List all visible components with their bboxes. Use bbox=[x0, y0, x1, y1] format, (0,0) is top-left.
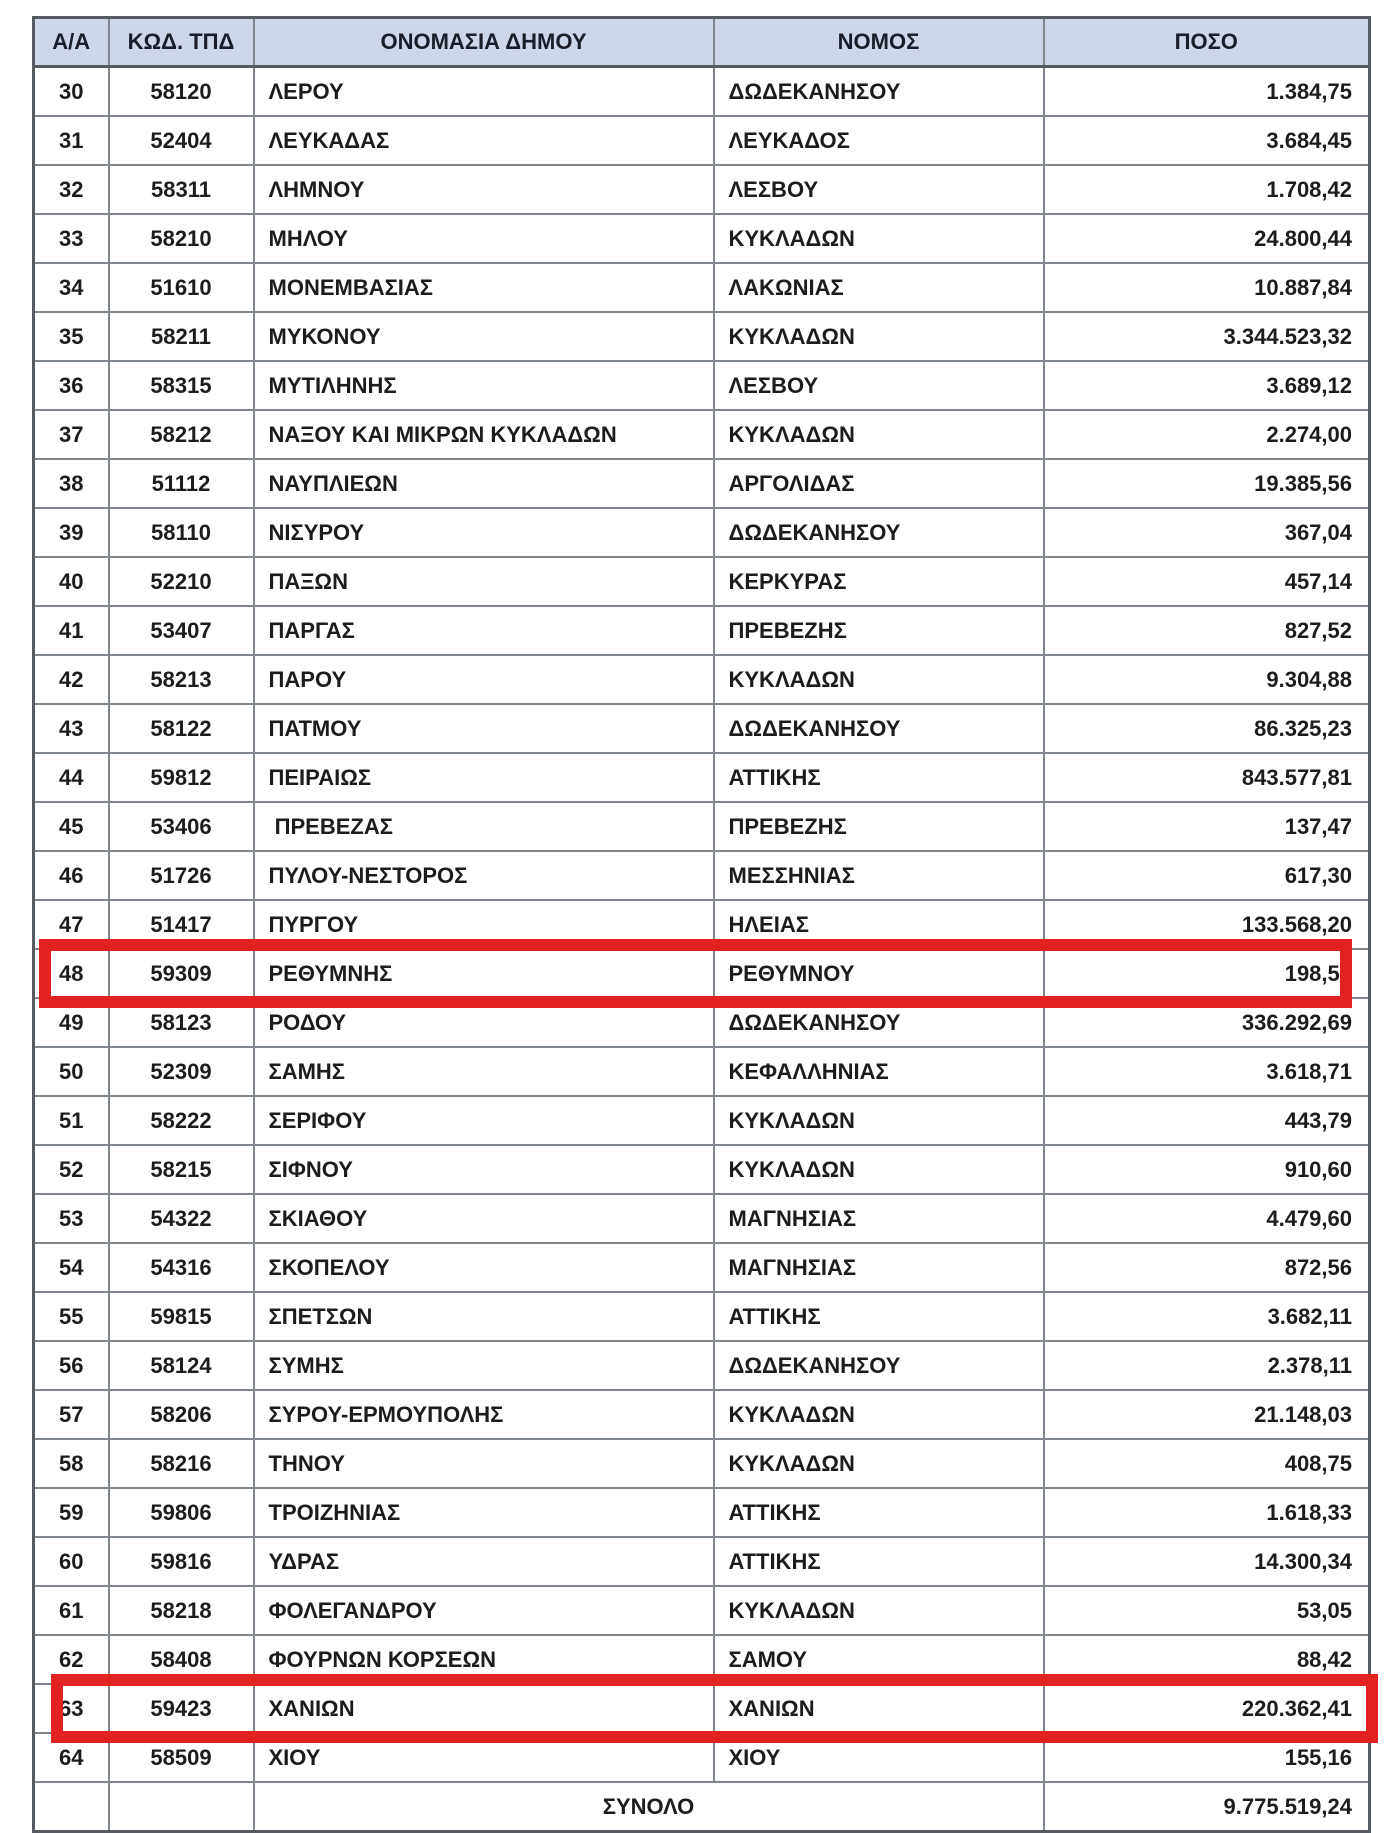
amount-cell: 827,52 bbox=[1044, 606, 1370, 655]
code-cell: 54316 bbox=[109, 1243, 254, 1292]
code-cell: 58206 bbox=[109, 1390, 254, 1439]
row-number-cell: 64 bbox=[34, 1733, 109, 1782]
row-number-cell: 31 bbox=[34, 116, 109, 165]
amount-cell: 617,30 bbox=[1044, 851, 1370, 900]
row-number-cell: 53 bbox=[34, 1194, 109, 1243]
prefecture-cell: ΚΥΚΛΑΔΩΝ bbox=[714, 410, 1044, 459]
municipality-cell: ΥΔΡΑΣ bbox=[254, 1537, 714, 1586]
code-cell: 58215 bbox=[109, 1145, 254, 1194]
table-row bbox=[34, 851, 1370, 900]
municipality-cell: ΠΡΕΒΕΖΑΣ bbox=[254, 802, 714, 851]
table-row bbox=[34, 1194, 1370, 1243]
prefecture-cell: ΚΥΚΛΑΔΩΝ bbox=[714, 1145, 1044, 1194]
prefecture-cell: ΡΕΘΥΜΝΟΥ bbox=[714, 949, 1044, 998]
row-number-cell: 30 bbox=[34, 67, 109, 117]
prefecture-cell: ΚΥΚΛΑΔΩΝ bbox=[714, 1096, 1044, 1145]
table-row bbox=[34, 1341, 1370, 1390]
row-number-cell: 35 bbox=[34, 312, 109, 361]
amount-cell: 53,05 bbox=[1044, 1586, 1370, 1635]
row-number-cell: 37 bbox=[34, 410, 109, 459]
table-row bbox=[34, 263, 1370, 312]
table-row bbox=[34, 753, 1370, 802]
amount-cell: 843.577,81 bbox=[1044, 753, 1370, 802]
row-number-cell: 39 bbox=[34, 508, 109, 557]
total-row bbox=[34, 1782, 1370, 1832]
amount-cell: 3.618,71 bbox=[1044, 1047, 1370, 1096]
prefecture-cell: ΑΤΤΙΚΗΣ bbox=[714, 753, 1044, 802]
amount-cell: 198,54 bbox=[1044, 949, 1370, 998]
code-cell: 58218 bbox=[109, 1586, 254, 1635]
table-row bbox=[34, 1733, 1370, 1782]
table-row bbox=[34, 1145, 1370, 1194]
prefecture-cell: ΚΥΚΛΑΔΩΝ bbox=[714, 214, 1044, 263]
amount-cell: 137,47 bbox=[1044, 802, 1370, 851]
total-amount: 9.775.519,24 bbox=[1044, 1782, 1370, 1832]
municipality-cell: ΜΥΤΙΛΗΝΗΣ bbox=[254, 361, 714, 410]
row-number-cell: 61 bbox=[34, 1586, 109, 1635]
municipality-cell: ΠΑΡΟΥ bbox=[254, 655, 714, 704]
code-cell: 58311 bbox=[109, 165, 254, 214]
code-cell: 58110 bbox=[109, 508, 254, 557]
municipality-cell: ΣΕΡΙΦΟΥ bbox=[254, 1096, 714, 1145]
prefecture-cell: ΔΩΔΕΚΑΝΗΣΟΥ bbox=[714, 67, 1044, 117]
amount-cell: 910,60 bbox=[1044, 1145, 1370, 1194]
prefecture-cell: ΔΩΔΕΚΑΝΗΣΟΥ bbox=[714, 998, 1044, 1047]
table-row bbox=[34, 949, 1370, 998]
table-row bbox=[34, 1096, 1370, 1145]
amount-cell: 9.304,88 bbox=[1044, 655, 1370, 704]
municipality-cell: ΠΥΡΓΟΥ bbox=[254, 900, 714, 949]
amount-cell: 1.384,75 bbox=[1044, 67, 1370, 117]
code-cell: 59309 bbox=[109, 949, 254, 998]
table-row bbox=[34, 900, 1370, 949]
municipality-cell: ΛΕΡΟΥ bbox=[254, 67, 714, 117]
municipality-cell: ΝΑΞΟΥ ΚΑΙ ΜΙΚΡΩΝ ΚΥΚΛΑΔΩΝ bbox=[254, 410, 714, 459]
table-row bbox=[34, 165, 1370, 214]
code-cell: 51726 bbox=[109, 851, 254, 900]
prefecture-cell: ΠΡΕΒΕΖΗΣ bbox=[714, 802, 1044, 851]
code-cell: 58408 bbox=[109, 1635, 254, 1684]
amount-cell: 3.682,11 bbox=[1044, 1292, 1370, 1341]
prefecture-cell: ΔΩΔΕΚΑΝΗΣΟΥ bbox=[714, 1341, 1044, 1390]
table-row bbox=[34, 1292, 1370, 1341]
prefecture-cell: ΚΥΚΛΑΔΩΝ bbox=[714, 1439, 1044, 1488]
prefecture-cell: ΜΕΣΣΗΝΙΑΣ bbox=[714, 851, 1044, 900]
municipality-cell: ΛΕΥΚΑΔΑΣ bbox=[254, 116, 714, 165]
municipality-cell: ΠΥΛΟΥ-ΝΕΣΤΟΡΟΣ bbox=[254, 851, 714, 900]
prefecture-cell: ΠΡΕΒΕΖΗΣ bbox=[714, 606, 1044, 655]
row-number-cell: 45 bbox=[34, 802, 109, 851]
code-cell: 58210 bbox=[109, 214, 254, 263]
code-cell: 59815 bbox=[109, 1292, 254, 1341]
code-cell: 58211 bbox=[109, 312, 254, 361]
row-number-cell: 41 bbox=[34, 606, 109, 655]
code-cell: 58509 bbox=[109, 1733, 254, 1782]
table-header-row bbox=[34, 18, 1370, 67]
total-empty-aa-cell bbox=[34, 1782, 109, 1832]
amount-cell: 443,79 bbox=[1044, 1096, 1370, 1145]
code-cell: 58315 bbox=[109, 361, 254, 410]
table-row bbox=[34, 1439, 1370, 1488]
prefecture-cell: ΔΩΔΕΚΑΝΗΣΟΥ bbox=[714, 704, 1044, 753]
row-number-cell: 36 bbox=[34, 361, 109, 410]
municipalities-table bbox=[32, 16, 1371, 1833]
table-row bbox=[34, 459, 1370, 508]
amount-cell: 19.385,56 bbox=[1044, 459, 1370, 508]
amount-cell: 367,04 bbox=[1044, 508, 1370, 557]
prefecture-cell: ΚΥΚΛΑΔΩΝ bbox=[714, 1390, 1044, 1439]
row-number-cell: 60 bbox=[34, 1537, 109, 1586]
prefecture-cell: ΑΤΤΙΚΗΣ bbox=[714, 1488, 1044, 1537]
municipality-cell: ΤΡΟΙΖΗΝΙΑΣ bbox=[254, 1488, 714, 1537]
amount-cell: 408,75 bbox=[1044, 1439, 1370, 1488]
municipality-cell: ΠΑΤΜΟΥ bbox=[254, 704, 714, 753]
municipality-cell: ΡΕΘΥΜΝΗΣ bbox=[254, 949, 714, 998]
prefecture-cell: ΚΥΚΛΑΔΩΝ bbox=[714, 312, 1044, 361]
municipality-cell: ΝΑΥΠΛΙΕΩΝ bbox=[254, 459, 714, 508]
amount-cell: 10.887,84 bbox=[1044, 263, 1370, 312]
table-row bbox=[34, 1488, 1370, 1537]
table-row bbox=[34, 998, 1370, 1047]
municipality-cell: ΠΑΞΩΝ bbox=[254, 557, 714, 606]
amount-cell: 88,42 bbox=[1044, 1635, 1370, 1684]
municipality-cell: ΣΥΡΟΥ-ΕΡΜΟΥΠΟΛΗΣ bbox=[254, 1390, 714, 1439]
amount-cell: 24.800,44 bbox=[1044, 214, 1370, 263]
table-row bbox=[34, 1684, 1370, 1733]
row-number-cell: 56 bbox=[34, 1341, 109, 1390]
row-number-cell: 48 bbox=[34, 949, 109, 998]
code-cell: 58123 bbox=[109, 998, 254, 1047]
amount-cell: 457,14 bbox=[1044, 557, 1370, 606]
municipality-cell: ΣΑΜΗΣ bbox=[254, 1047, 714, 1096]
table-row bbox=[34, 1047, 1370, 1096]
amount-cell: 133.568,20 bbox=[1044, 900, 1370, 949]
prefecture-cell: ΜΑΓΝΗΣΙΑΣ bbox=[714, 1243, 1044, 1292]
prefecture-cell: ΚΥΚΛΑΔΩΝ bbox=[714, 1586, 1044, 1635]
municipality-cell: ΣΚΟΠΕΛΟΥ bbox=[254, 1243, 714, 1292]
municipality-cell: ΛΗΜΝΟΥ bbox=[254, 165, 714, 214]
amount-cell: 21.148,03 bbox=[1044, 1390, 1370, 1439]
row-number-cell: 34 bbox=[34, 263, 109, 312]
col-header-municipality: ΟΝΟΜΑΣΙΑ ΔΗΜΟΥ bbox=[254, 18, 714, 67]
row-number-cell: 58 bbox=[34, 1439, 109, 1488]
prefecture-cell: ΧΙΟΥ bbox=[714, 1733, 1044, 1782]
row-number-cell: 49 bbox=[34, 998, 109, 1047]
table-row bbox=[34, 361, 1370, 410]
table-row bbox=[34, 557, 1370, 606]
municipality-cell: ΝΙΣΥΡΟΥ bbox=[254, 508, 714, 557]
prefecture-cell: ΛΕΣΒΟΥ bbox=[714, 165, 1044, 214]
municipality-cell: ΜΗΛΟΥ bbox=[254, 214, 714, 263]
row-number-cell: 51 bbox=[34, 1096, 109, 1145]
code-cell: 54322 bbox=[109, 1194, 254, 1243]
amount-cell: 3.689,12 bbox=[1044, 361, 1370, 410]
row-number-cell: 38 bbox=[34, 459, 109, 508]
prefecture-cell: ΔΩΔΕΚΑΝΗΣΟΥ bbox=[714, 508, 1044, 557]
row-number-cell: 40 bbox=[34, 557, 109, 606]
amount-cell: 1.618,33 bbox=[1044, 1488, 1370, 1537]
row-number-cell: 42 bbox=[34, 655, 109, 704]
table-row bbox=[34, 116, 1370, 165]
table-row bbox=[34, 606, 1370, 655]
amount-cell: 4.479,60 bbox=[1044, 1194, 1370, 1243]
prefecture-cell: ΧΑΝΙΩΝ bbox=[714, 1684, 1044, 1733]
col-header-prefecture: ΝΟΜΟΣ bbox=[714, 18, 1044, 67]
code-cell: 59806 bbox=[109, 1488, 254, 1537]
amount-cell: 3.684,45 bbox=[1044, 116, 1370, 165]
row-number-cell: 32 bbox=[34, 165, 109, 214]
municipality-cell: ΠΑΡΓΑΣ bbox=[254, 606, 714, 655]
row-number-cell: 59 bbox=[34, 1488, 109, 1537]
row-number-cell: 52 bbox=[34, 1145, 109, 1194]
municipality-cell: ΦΟΥΡΝΩΝ ΚΟΡΣΕΩΝ bbox=[254, 1635, 714, 1684]
table-row bbox=[34, 1390, 1370, 1439]
table-row bbox=[34, 704, 1370, 753]
code-cell: 53407 bbox=[109, 606, 254, 655]
amount-cell: 872,56 bbox=[1044, 1243, 1370, 1292]
prefecture-cell: ΗΛΕΙΑΣ bbox=[714, 900, 1044, 949]
table-row bbox=[34, 1243, 1370, 1292]
row-number-cell: 57 bbox=[34, 1390, 109, 1439]
amount-cell: 86.325,23 bbox=[1044, 704, 1370, 753]
code-cell: 58212 bbox=[109, 410, 254, 459]
prefecture-cell: ΛΕΥΚΑΔΟΣ bbox=[714, 116, 1044, 165]
row-number-cell: 46 bbox=[34, 851, 109, 900]
code-cell: 58120 bbox=[109, 67, 254, 117]
amount-cell: 220.362,41 bbox=[1044, 1684, 1370, 1733]
row-number-cell: 47 bbox=[34, 900, 109, 949]
amount-cell: 3.344.523,32 bbox=[1044, 312, 1370, 361]
code-cell: 59423 bbox=[109, 1684, 254, 1733]
code-cell: 51112 bbox=[109, 459, 254, 508]
municipality-cell: ΜΥΚΟΝΟΥ bbox=[254, 312, 714, 361]
code-cell: 52309 bbox=[109, 1047, 254, 1096]
table-row bbox=[34, 1635, 1370, 1684]
amount-cell: 155,16 bbox=[1044, 1733, 1370, 1782]
row-number-cell: 50 bbox=[34, 1047, 109, 1096]
amount-cell: 14.300,34 bbox=[1044, 1537, 1370, 1586]
municipality-cell: ΧΑΝΙΩΝ bbox=[254, 1684, 714, 1733]
code-cell: 58213 bbox=[109, 655, 254, 704]
municipality-cell: ΧΙΟΥ bbox=[254, 1733, 714, 1782]
col-header-aa: Α/Α bbox=[34, 18, 109, 67]
row-number-cell: 33 bbox=[34, 214, 109, 263]
code-cell: 51417 bbox=[109, 900, 254, 949]
amount-cell: 336.292,69 bbox=[1044, 998, 1370, 1047]
municipality-cell: ΣΙΦΝΟΥ bbox=[254, 1145, 714, 1194]
prefecture-cell: ΚΥΚΛΑΔΩΝ bbox=[714, 655, 1044, 704]
row-number-cell: 62 bbox=[34, 1635, 109, 1684]
table-row bbox=[34, 67, 1370, 117]
prefecture-cell: ΑΡΓΟΛΙΔΑΣ bbox=[714, 459, 1044, 508]
table-row bbox=[34, 410, 1370, 459]
code-cell: 58124 bbox=[109, 1341, 254, 1390]
row-number-cell: 55 bbox=[34, 1292, 109, 1341]
prefecture-cell: ΣΑΜΟΥ bbox=[714, 1635, 1044, 1684]
prefecture-cell: ΚΕΦΑΛΛΗΝΙΑΣ bbox=[714, 1047, 1044, 1096]
code-cell: 58122 bbox=[109, 704, 254, 753]
municipality-cell: ΣΚΙΑΘΟΥ bbox=[254, 1194, 714, 1243]
table-row bbox=[34, 1586, 1370, 1635]
municipality-cell: ΦΟΛΕΓΑΝΔΡΟΥ bbox=[254, 1586, 714, 1635]
code-cell: 59816 bbox=[109, 1537, 254, 1586]
municipality-cell: ΜΟΝΕΜΒΑΣΙΑΣ bbox=[254, 263, 714, 312]
code-cell: 53406 bbox=[109, 802, 254, 851]
prefecture-cell: ΛΕΣΒΟΥ bbox=[714, 361, 1044, 410]
municipality-cell: ΤΗΝΟΥ bbox=[254, 1439, 714, 1488]
code-cell: 58222 bbox=[109, 1096, 254, 1145]
prefecture-cell: ΚΕΡΚΥΡΑΣ bbox=[714, 557, 1044, 606]
municipality-cell: ΡΟΔΟΥ bbox=[254, 998, 714, 1047]
amount-cell: 1.708,42 bbox=[1044, 165, 1370, 214]
row-number-cell: 54 bbox=[34, 1243, 109, 1292]
code-cell: 59812 bbox=[109, 753, 254, 802]
municipality-cell: ΠΕΙΡΑΙΩΣ bbox=[254, 753, 714, 802]
prefecture-cell: ΛΑΚΩΝΙΑΣ bbox=[714, 263, 1044, 312]
table-row bbox=[34, 1537, 1370, 1586]
row-number-cell: 44 bbox=[34, 753, 109, 802]
prefecture-cell: ΑΤΤΙΚΗΣ bbox=[714, 1537, 1044, 1586]
code-cell: 51610 bbox=[109, 263, 254, 312]
table-row bbox=[34, 508, 1370, 557]
total-empty-code-cell bbox=[109, 1782, 254, 1832]
amount-cell: 2.274,00 bbox=[1044, 410, 1370, 459]
col-header-amount: ΠΟΣΟ bbox=[1044, 18, 1370, 67]
table-row bbox=[34, 655, 1370, 704]
code-cell: 52210 bbox=[109, 557, 254, 606]
code-cell: 58216 bbox=[109, 1439, 254, 1488]
row-number-cell: 43 bbox=[34, 704, 109, 753]
row-number-cell: 63 bbox=[34, 1684, 109, 1733]
table-row bbox=[34, 214, 1370, 263]
municipality-cell: ΣΠΕΤΣΩΝ bbox=[254, 1292, 714, 1341]
code-cell: 52404 bbox=[109, 116, 254, 165]
municipality-cell: ΣΥΜΗΣ bbox=[254, 1341, 714, 1390]
amount-cell: 2.378,11 bbox=[1044, 1341, 1370, 1390]
prefecture-cell: ΑΤΤΙΚΗΣ bbox=[714, 1292, 1044, 1341]
table-row bbox=[34, 312, 1370, 361]
table-row bbox=[34, 802, 1370, 851]
prefecture-cell: ΜΑΓΝΗΣΙΑΣ bbox=[714, 1194, 1044, 1243]
total-label: ΣΥΝΟΛΟ bbox=[254, 1782, 1044, 1832]
col-header-code: ΚΩΔ. ΤΠΔ bbox=[109, 18, 254, 67]
